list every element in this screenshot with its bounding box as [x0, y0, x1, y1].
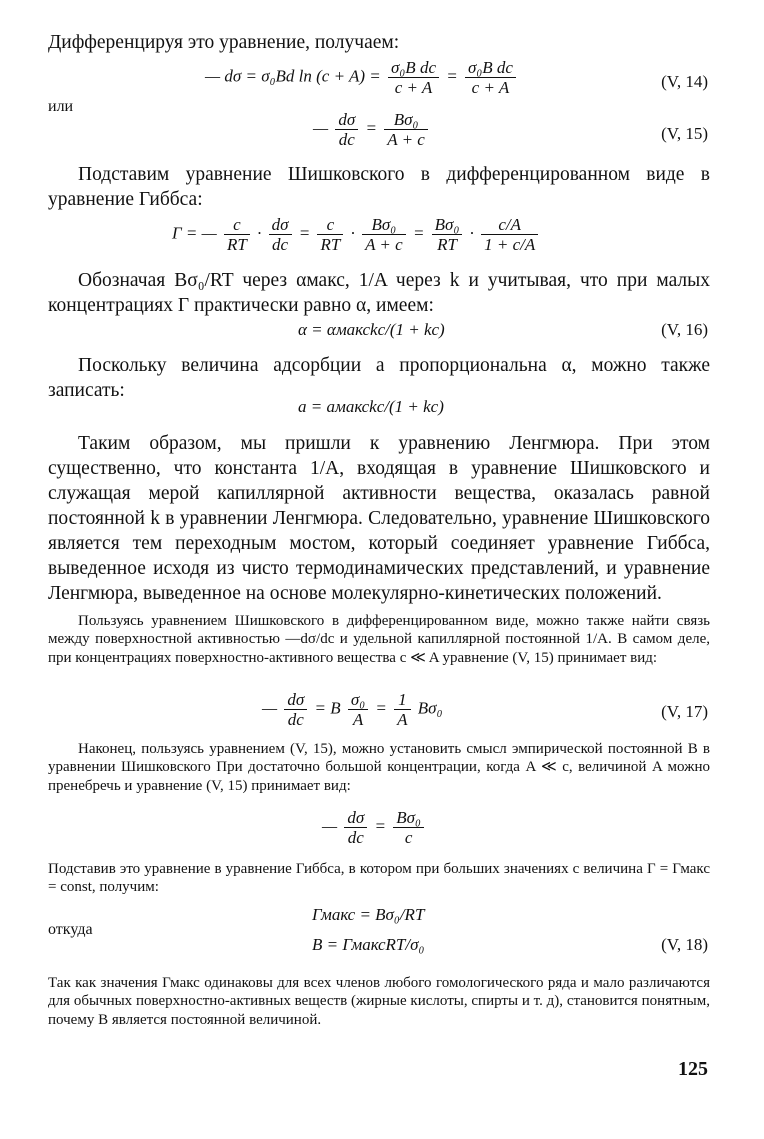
paragraph-gibbs-large: Подставив это уравнение в уравнение Гиббса, в котором при больших значениях c величина Г = Гмакс = const, получим:	[48, 861, 710, 896]
equation-number: (V, 15)	[661, 124, 708, 143]
paragraph-substitute: Подставим уравнение Шишковского в дифференцированном виде в уравнение Гиббса:	[48, 164, 710, 210]
fraction: $\frac{\text{Bσ₀}}{A + c}$	[384, 110, 428, 149]
fraction: $\frac{\text{Bσ₀}}{RT}$	[432, 215, 463, 254]
equation-large-concentration: — $\frac{d\sigma}{dc}$ = $\frac{\text{Bσ₀}}{c}$	[322, 808, 427, 847]
equation-number: (V, 16)	[661, 320, 708, 339]
fraction: $\frac{1}{A}$	[394, 690, 410, 729]
fraction: $\frac{\text{σ₀B dc}}{c + A}$	[465, 58, 516, 97]
equation-adsorption: a = aмаксkc/(1 + kc)	[298, 397, 444, 416]
equation-gamma-max: Гмакс = Bσ₀/RT	[312, 905, 425, 924]
equation-number: (V, 14)	[661, 72, 708, 91]
equation-v16: α = αмаксkc/(1 + kc)	[298, 320, 445, 339]
equation-v18: B = ГмаксRT/σ₀	[312, 935, 425, 954]
fraction: $\frac{\text{Bσ₀}}{A + c}$	[362, 215, 406, 254]
connector-word: откуда	[48, 921, 93, 938]
equation-v15: — $\frac{d\sigma}{dc}$ = $\frac{\text{Bσ₀}}{A + c}$	[313, 110, 431, 149]
paragraph-adsorption: Поскольку величина адсорбции a пропорциональна α, можно также записать:	[48, 355, 710, 401]
fraction: $\frac{d\sigma}{dc}$	[284, 690, 307, 729]
equation-gibbs-substitution: Г = — $\frac{c}{RT}$ · $\frac{d\sigma}{dc}$ = $\frac{c}{RT}$ · $\frac{\text{Bσ₀}}{A + c}$ = $\frac{\text{Bσ₀}}{RT}$ · $\frac{c/A}{1 + c/A}$	[172, 215, 541, 254]
fraction: $\frac{c/A}{1 + c/A}$	[481, 215, 538, 254]
paragraph-conclusion: Так как значения Гмакс одинаковы для всех членов любого гомологического ряда и мало различаются для обычных поверхностно-активных веществ (жирные кислоты, спирты и т. д), становится понятным, почему B является постоянной величиной.	[48, 975, 710, 1028]
paragraph-constant-b: Наконец, пользуясь уравнением (V, 15), можно установить смысл эмпирической постоянной B в уравнении Шишковского При достаточно большой концентрации, когда A ≪ c, величиной A можно пренебречь и уравнение (V, 15) принимает вид:	[48, 741, 710, 794]
fraction: $\frac{\text{Bσ₀}}{c}$	[393, 808, 424, 847]
paragraph-intro: Дифференцируя это уравнение, получаем:	[48, 32, 400, 53]
page-number: 125	[678, 1058, 708, 1080]
fraction: $\frac{\text{σ₀B dc}}{c + A}$	[388, 58, 439, 97]
fraction: $\frac{d\sigma}{dc}$	[344, 808, 367, 847]
connector-word: или	[48, 98, 74, 115]
fraction: $\frac{c}{RT}$	[224, 215, 250, 254]
fraction: $\frac{\text{σ₀}}{A}$	[348, 690, 368, 729]
paragraph-surface-activity: Пользуясь уравнением Шишковского в дифференцированном виде, можно также найти связь между поверхностной активностью —dσ/dc и удельной капиллярной постоянной 1/A. В самом деле, при концентрациях поверхностно-активного вещества c ≪ A уравнение (V, 15) принимает вид:	[48, 613, 710, 666]
paragraph-langmuir: Таким образом, мы пришли к уравнению Ленгмюра. При этом существенно, что константа 1/A, входящая в уравнение Шишковского и служащая мерой капиллярной активности вещества, оказалась равной постоянной k в уравнении Ленгмюра. Следовательно, уравнение Шишковского является тем переходным мостом, который соединяет уравнение Гиббса, выведенное исходя из чисто термодинамических представлений, и уравнение Ленгмюра, выведенное на основе молекулярно-кинетических положений.	[48, 433, 710, 604]
equation-v17: — $\frac{d\sigma}{dc}$ = B $\frac{\text{σ₀}}{A}$ = $\frac{1}{A}$ Bσ₀	[262, 690, 443, 729]
equation-term: — dσ = σ₀Bd ln (c + A) =	[205, 66, 381, 86]
fraction: $\frac{c}{RT}$	[317, 215, 343, 254]
paragraph-notation: Обозначая Bσ₀/RT через αмакс, 1/A через k и учитывая, что при малых концентрациях Г практически равно α, имеем:	[48, 270, 710, 316]
equation-number: (V, 18)	[661, 935, 708, 954]
equation-number: (V, 17)	[661, 702, 708, 721]
equation-v14: — dσ = σ₀Bd ln (c + A) = $\frac{\text{σ₀B dc}}{c + A}$ = $\frac{\text{σ₀B dc}}{c + A}$	[205, 58, 519, 97]
fraction: $\frac{d\sigma}{dc}$	[335, 110, 358, 149]
fraction: $\frac{d\sigma}{dc}$	[269, 215, 292, 254]
